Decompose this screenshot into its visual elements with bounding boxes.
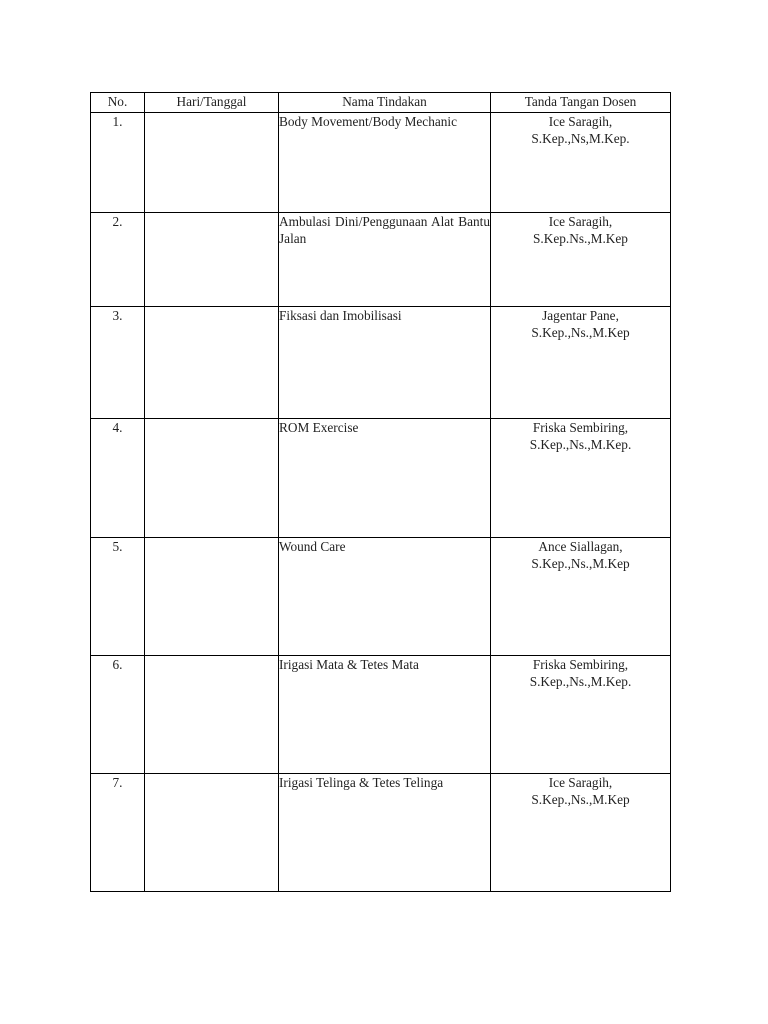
header-lecturer-signature: Tanda Tangan Dosen — [491, 93, 671, 113]
signature-lecturer-title: S.Kep.,Ns.,M.Kep. — [529, 437, 632, 452]
row-procedure-name: Irigasi Mata & Tetes Mata — [279, 656, 491, 774]
signature-lecturer-title: S.Kep.,Ns,M.Kep. — [531, 131, 630, 146]
procedure-log-table — [90, 92, 671, 892]
table-row — [91, 213, 671, 307]
signature-lecturer-name: Ice Saragih, — [548, 775, 613, 790]
table-row — [91, 656, 671, 774]
table-row — [91, 538, 671, 656]
signature-lecturer-name: Ance Siallagan, — [538, 539, 623, 554]
row-date — [145, 113, 279, 213]
signature-lecturer-title: S.Kep.,Ns.,M.Kep — [531, 556, 630, 571]
row-number: 4. — [91, 419, 145, 538]
header-date: Hari/Tanggal — [145, 93, 279, 113]
signature-lecturer-title: S.Kep.,Ns.,M.Kep — [531, 792, 630, 807]
row-number: 7. — [91, 774, 145, 892]
row-procedure-name: Ambulasi Dini/Penggunaan Alat Bantu Jalan — [279, 213, 491, 307]
table-row — [91, 774, 671, 892]
header-procedure-name: Nama Tindakan — [279, 93, 491, 113]
row-date — [145, 213, 279, 307]
row-date — [145, 538, 279, 656]
signature-lecturer-name: Friska Sembiring, — [532, 420, 629, 435]
row-procedure-name: Fiksasi dan Imobilisasi — [279, 307, 491, 419]
row-number: 1. — [91, 113, 145, 213]
row-number: 5. — [91, 538, 145, 656]
table-row — [91, 307, 671, 419]
row-number: 2. — [91, 213, 145, 307]
row-signature — [491, 213, 671, 307]
signature-lecturer-title: S.Kep.,Ns.,M.Kep — [531, 325, 630, 340]
row-procedure-name: Body Movement/Body Mechanic — [279, 113, 491, 213]
row-signature — [491, 307, 671, 419]
signature-lecturer-name: Friska Sembiring, — [532, 657, 629, 672]
row-date — [145, 307, 279, 419]
row-signature — [491, 774, 671, 892]
row-procedure-name: ROM Exercise — [279, 419, 491, 538]
row-date — [145, 774, 279, 892]
row-date — [145, 419, 279, 538]
signature-lecturer-title: S.Kep.Ns.,M.Kep — [533, 231, 628, 246]
signature-lecturer-name: Ice Saragih, — [548, 214, 613, 229]
row-signature — [491, 538, 671, 656]
row-number: 3. — [91, 307, 145, 419]
signature-lecturer-title: S.Kep.,Ns.,M.Kep. — [529, 674, 632, 689]
row-number: 6. — [91, 656, 145, 774]
row-signature — [491, 113, 671, 213]
row-signature — [491, 419, 671, 538]
table-row — [91, 113, 671, 213]
table-header-row — [91, 93, 671, 113]
row-signature — [491, 656, 671, 774]
table-row — [91, 419, 671, 538]
signature-lecturer-name: Jagentar Pane, — [542, 308, 619, 323]
header-no: No. — [91, 93, 145, 113]
row-procedure-name: Wound Care — [279, 538, 491, 656]
row-date — [145, 656, 279, 774]
signature-lecturer-name: Ice Saragih, — [548, 114, 613, 129]
row-procedure-name: Irigasi Telinga & Tetes Telinga — [279, 774, 491, 892]
